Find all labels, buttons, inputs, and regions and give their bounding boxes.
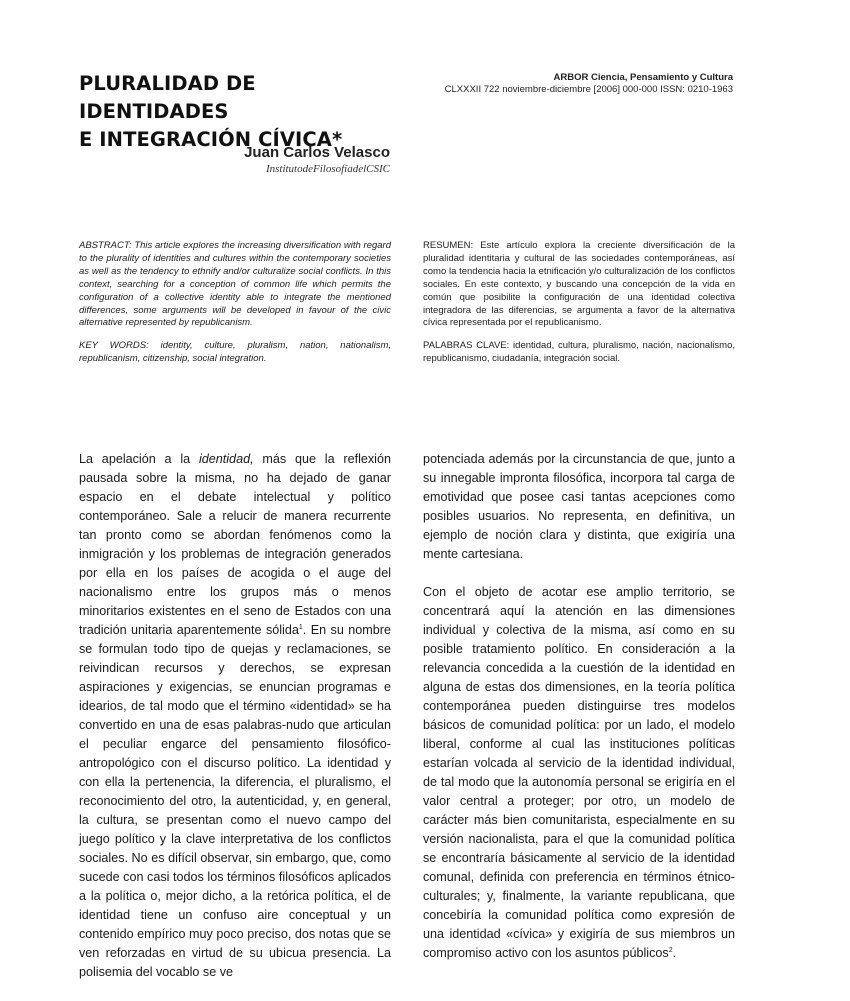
abstract-es-text: Este artículo explora la creciente diversificación de la pluralidad identitaria y cultural de las sociedades contemporáneas, así como la tendencia hacia la etnificación y/o culturalización de los conflictos sociales. En este contexto, y buscando una concepción de la vida en común que posibilite la configuración de una identidad colectiva integradora de las diferencias, se argumenta a favor de la alternativa cívica representada por el republicanismo.	[423, 240, 735, 329]
body-column-right	[423, 450, 735, 982]
title-line-1: PLURALIDAD DE IDENTIDADES	[79, 72, 256, 123]
body-paragraph-1-continued: potenciada además por la circunstancia de que, junto a su innegable impronta filosófica, incorpora tal carga de emotividad que posee casi tantas acepciones como posibles usuarios. No representa, en definitiva, un ejemplo de noción clara y distinta, que exigiría una mente cartesiana.	[423, 452, 735, 561]
keywords-en-paragraph	[79, 340, 391, 366]
body-emphasis: identidad,	[198, 452, 254, 466]
abstract-en-text: This article explores the increasing diversification with regard to the plurality of identities and cultures within the contemporary societies as well as the tendency to ethnify and/or culturalize social conflicts. In this context, searching for a conception of common life which permits the configuration of a collective identity able to integrate the mentioned differences, some arguments will be developed in favour of the civic alternative represented by republicanism.	[79, 240, 392, 329]
footnote-ref-2[interactable]: 2	[668, 946, 673, 954]
body-text: más que la reflexión pausada sobre la misma, no ha dejado de ganar espacio en el debate intelectual y político contemporáneo. Sale a relucir de manera recurrente tan pronto como se abordan fenómenos como la inmigración y los problemas de integración generados por ella en los países de acogida o el auge del nacionalismo entre los grupos más o menos minoritarios existentes en el seno de Estados con una tradición unitaria aparentemente sólida	[79, 452, 391, 637]
body-paragraph-2	[423, 583, 735, 963]
body-text: .	[672, 946, 677, 960]
journal-issue: CLXXXII 722 noviembre-diciembre [2006] 000-000 ISSN: 0210-1963	[444, 84, 733, 95]
author-block	[190, 144, 390, 176]
title-line-2: E INTEGRACIÓN CÍVICA*	[79, 128, 343, 151]
keywords-es-label: PALABRAS CLAVE:	[423, 340, 510, 352]
footnote-ref-1[interactable]: 1	[298, 623, 303, 631]
abstract-es-paragraph	[423, 240, 735, 330]
abstract-en-paragraph	[79, 240, 391, 330]
keywords-es-text: identidad, cultura, pluralismo, nación, nacionalismo, republicanismo, ciudadanía, integración social.	[423, 340, 736, 365]
keywords-es-paragraph	[423, 340, 735, 366]
author-name: Juan Carlos Velasco	[244, 144, 390, 161]
article-title	[79, 70, 409, 154]
body-text: La apelación a la	[79, 452, 199, 466]
body-text: . En su nombre se formulan todo tipo de quejas y reclamaciones, se reivindican recursos y derechos, se expresan aspiraciones y exigencias, se enuncian programas e idearios, de tal modo que el término «identidad» se ha convertido en una de esas palabras-nudo que articulan el peculiar engarce del pensamiento filosófico-antropológico con el discurso político. La identidad y con ella la pertenencia, la diferencia, el pluralismo, el reconocimiento del otro, la autenticidad, y, en general, la cultura, se presentan como el nuevo campo del juego político y la clave interpretativa de los conflictos sociales. No es difícil observar, sin embargo, que, como sucede con casi todos los términos filosóficos aplicados a la política o, mejor dicho, a la retórica política, el de identidad tiene un confuso aire conceptual y un contenido empírico muy poco preciso, dos notas que se ven reforzadas en virtud de su ubicua presencia. La polisemia del vocablo se ve	[79, 623, 391, 979]
body-column-left	[79, 450, 391, 1001]
abstract-es-label: RESUMEN:	[423, 240, 474, 251]
abstract-english	[79, 240, 391, 376]
keywords-en-label: KEY WORDS:	[79, 340, 149, 352]
author-institution: InstitutodeFilosofíadelCSIC	[265, 163, 390, 175]
body-text: Con el objeto de acotar ese amplio territorio, se concentrará aquí la atención en las dimensiones individual y colectiva de la misma, así como en su posible tratamiento político. En consideración a la relevancia concedida a la cuestión de la identidad en alguna de estas dos dimensiones, en la teoría política contemporánea pueden distinguirse tres modelos básicos de comunidad política: por un lado, el modelo liberal, conforme al cual las instituciones políticas estarían volcada al servicio de la identidad individual, de tal modo que la autonomía personal se erigiría en el valor central a proteger; por otro, un modelo de carácter más bien comunitarista, especialmente en su versión nacionalista, para el que la comunidad política se encontraría básicamente al servicio de la identidad comunal, definida con preferencia en términos étnico-culturales; y, finalmente, la variante republicana, que concebiría la comunidad política como expresión de una identidad «cívica» y exigiría de sus miembros un compromiso activo con los asuntos públicos	[423, 585, 735, 960]
journal-name: ARBOR Ciencia, Pensamiento y Cultura	[553, 72, 733, 83]
keywords-en-text: identity, culture, pluralism, nation, nationalism, republicanism, citizenship, social integration.	[79, 340, 391, 365]
abstract-en-label: ABSTRACT:	[79, 240, 132, 251]
abstract-spanish	[423, 240, 735, 376]
journal-header	[403, 72, 733, 96]
body-paragraph-1	[79, 450, 391, 982]
